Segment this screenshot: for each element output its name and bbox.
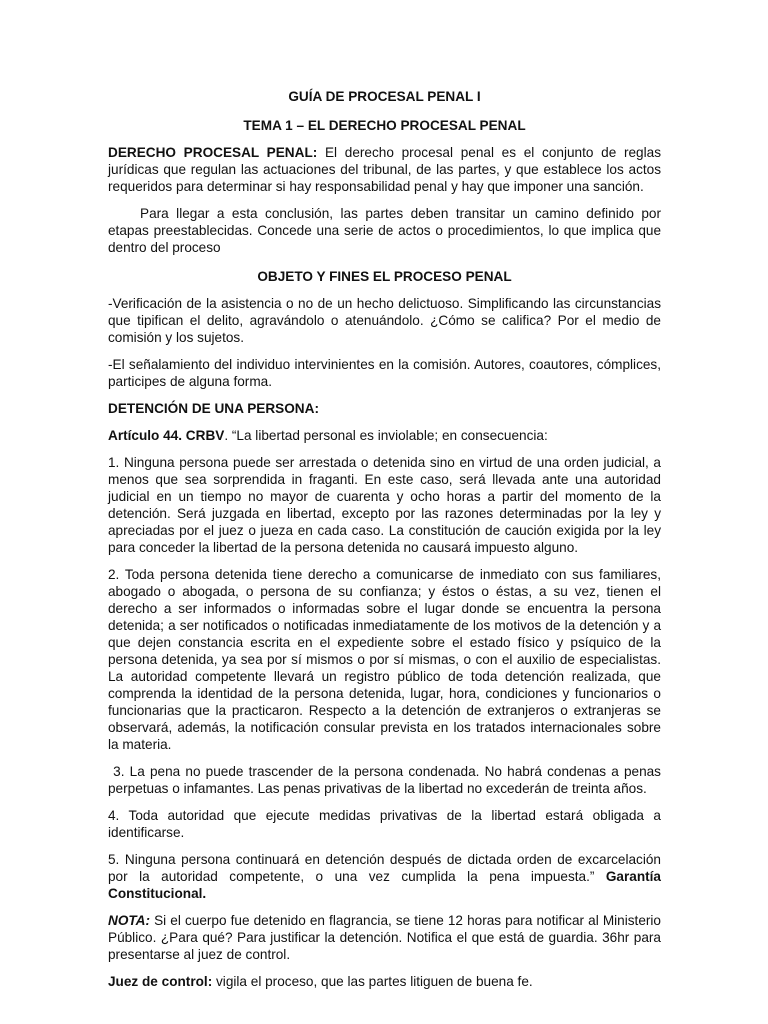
- definition-text: El derecho procesal penal es el conjunto de reglas jurídicas que regulan las actuaciones del tribunal, de las partes, y que establece los actos requeridos para determinar si hay responsabilidad penal y hay que imponer una sanción.: [108, 145, 661, 194]
- note-label: NOTA:: [108, 913, 151, 928]
- article-item-2: 2. Toda persona detenida tiene derecho a comunicarse de inmediato con sus familiares, abogado o abogada, o persona de su confianza; y éstos o éstas, a su vez, tienen el derecho a ser informados o informadas sobre el lugar donde se encuentra la persona detenida; a ser notificados o notificadas inmediatamente de los motivos de la detención y a que dejen constancia escrita en el expediente sobre el estado físico y psíquico de la persona detenida, ya sea por sí mismos o por sí mismas, o con el auxilio de especialistas. La autoridad competente llevará un registro público de toda detención realizada, que comprenda la identidad de la persona detenida, lugar, hora, condiciones y funcionarios o funcionarias que la practicaron. Respecto a la detención de extranjeros o extranjeras se observará, además, la notificación consular prevista en los tratados internacionales sobre la materia.: [108, 567, 661, 752]
- article-item-5: [108, 851, 661, 902]
- article-paragraph: [108, 427, 661, 444]
- judge-paragraph: [108, 973, 661, 990]
- article-item-3: 3. La pena no puede trascender de la persona condenada. No habrá condenas a penas perpetuas o infamantes. Las penas privativas de la libertad no excederán de treinta años.: [108, 764, 665, 796]
- objeto-item-2: -El señalamiento del individuo intervinientes en la comisión. Autores, coautores, cómplices, participes de alguna forma.: [108, 357, 661, 389]
- article-text: . “La libertad personal es inviolable; en consecuencia:: [224, 428, 548, 443]
- definition-paragraph: [108, 144, 661, 195]
- detencion-section-title: DETENCIÓN DE UNA PERSONA:: [108, 401, 319, 416]
- conclusion-paragraph: Para llegar a esta conclusión, las partes deben transitar un camino definido por etapas preestablecidas. Concede una serie de actos o procedimientos, lo que implica que dentro del proceso: [108, 206, 661, 255]
- objeto-section-title: OBJETO Y FINES EL PROCESO PENAL: [257, 269, 512, 284]
- article-item-5-text: 5. Ninguna persona continuará en detención después de dictada orden de excarcelación por la autoridad competente, o una vez cumplida la pena impuesta.”: [108, 852, 661, 884]
- definition-term: DERECHO PROCESAL PENAL:: [108, 145, 318, 160]
- document-title: GUÍA DE PROCESAL PENAL I: [288, 89, 481, 104]
- topic-title: TEMA 1 – EL DERECHO PROCESAL PENAL: [243, 118, 526, 133]
- article-item-1: 1. Ninguna persona puede ser arrestada o detenida sino en virtud de una orden judicial, a menos que sea sorprendida in fraganti. En este caso, será llevada ante una autoridad judicial en un tiempo no mayor de cuarenta y ocho horas a partir del momento de la detención. Será juzgada en libertad, excepto por las razones determinadas por la ley y apreciadas por el juez o jueza en cada caso. La constitución de caución exigida por la ley para conceder la libertad de la persona detenida no causará impuesto alguno.: [108, 455, 661, 555]
- document-page: [108, 88, 665, 990]
- judge-label: Juez de control:: [108, 974, 213, 989]
- article-label: Artículo 44. CRBV: [108, 428, 225, 443]
- objeto-item-1: -Verificación de la asistencia o no de un hecho delictuoso. Simplificando las circunstancias que tipifican el delito, agravándolo o atenuándolo. ¿Cómo se califica? Por el medio de comisión y los sujetos.: [108, 296, 661, 345]
- note-paragraph: [108, 912, 661, 963]
- judge-text: vigila el proceso, que las partes litiguen de buena fe.: [212, 974, 533, 989]
- note-text: Si el cuerpo fue detenido en flagrancia, se tiene 12 horas para notificar al Ministerio Público. ¿Para qué? Para justificar la detención. Notifica el que está de guardia. 36hr para presentarse al juez de control.: [108, 913, 661, 962]
- guarantee-label: Garantía Constitucional.: [108, 869, 661, 901]
- article-item-4: 4. Toda autoridad que ejecute medidas privativas de la libertad estará obligada a identificarse.: [108, 808, 661, 840]
